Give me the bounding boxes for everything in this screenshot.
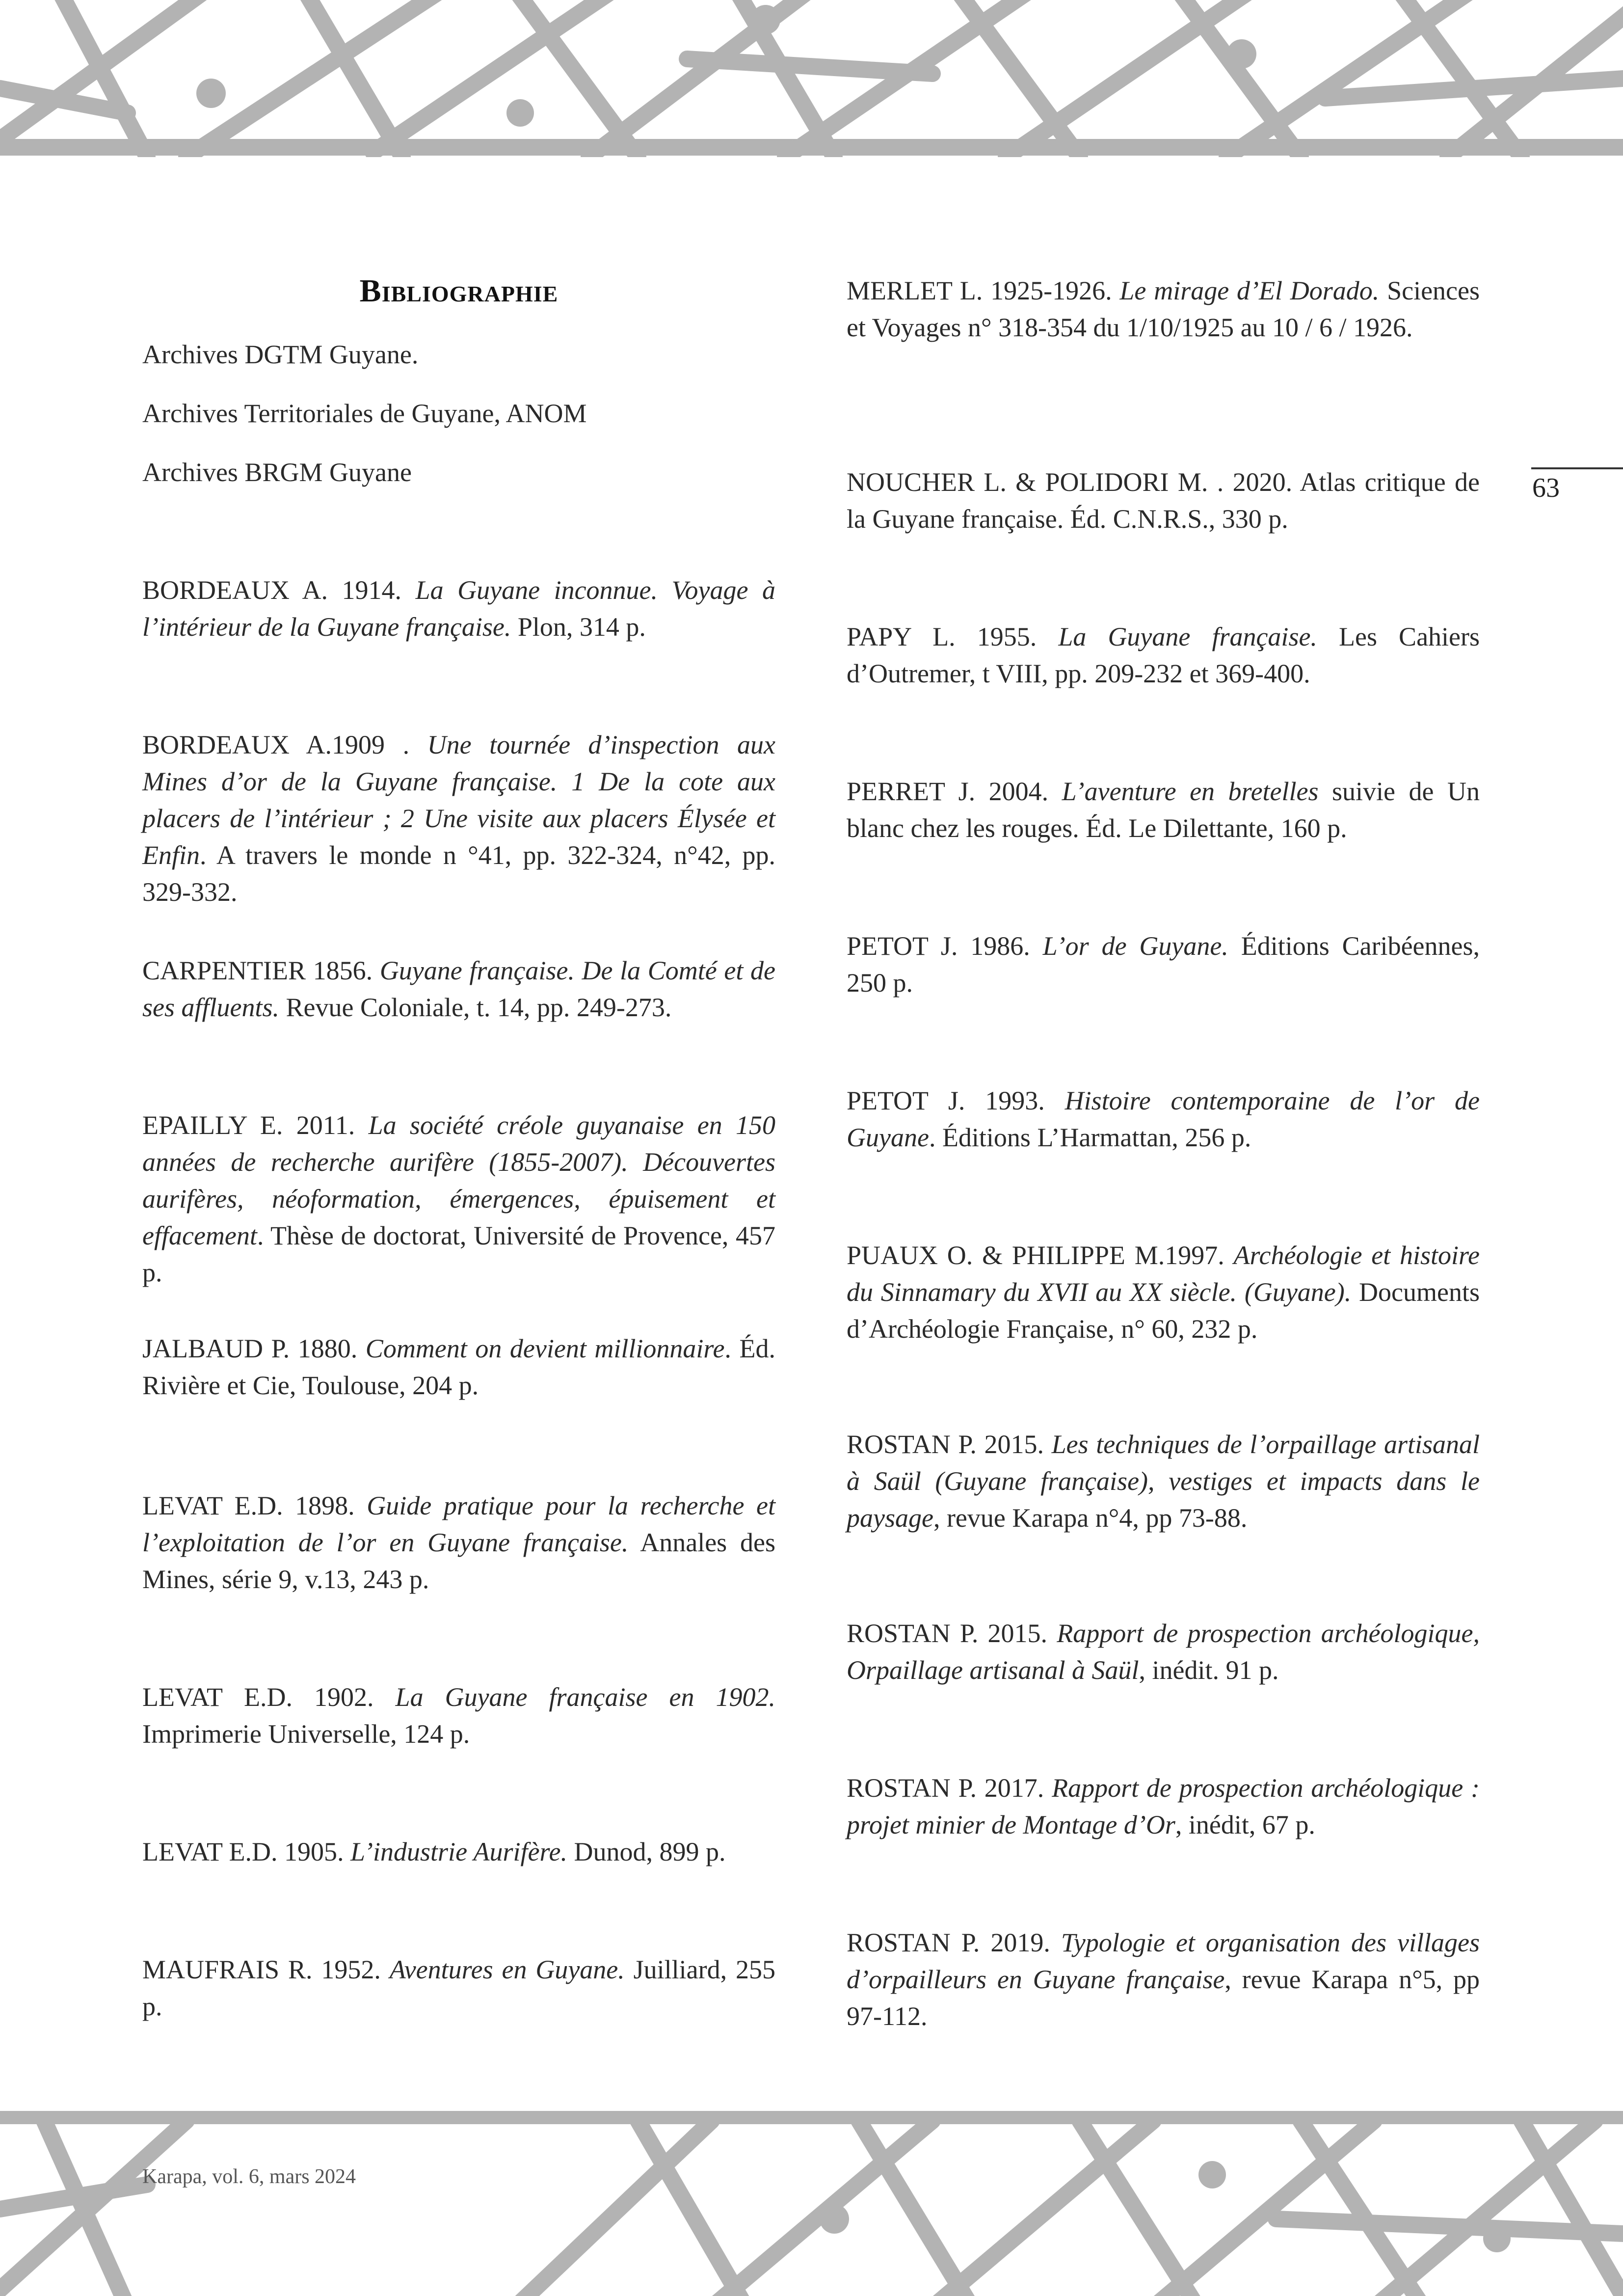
page-number-rule [1531,467,1623,469]
page-number: 63 [1532,473,1560,503]
reference-entry: EPAILLY E. 2011. La société créole guyanaise en 150 années de recherche aurifère (1855-2007). Découvertes aurifères, néoformation, émergences, épuisement et effacement. Thèse de doctorat, Université de Provence, 457 p. [142,1110,775,1287]
reference-entry: Archives Territoriales de Guyane, ANOM [142,399,587,428]
reference-entry: LEVAT E.D. 1902. La Guyane française en 1902. Imprimerie Universelle, 124 p. [142,1682,775,1749]
journal-footer: Karapa, vol. 6, mars 2024 [142,2165,356,2188]
reference-entry: PERRET J. 2004. L’aventure en bretelles suivie de Un blanc chez les rouges. Éd. Le Dilettante, 160 p. [847,777,1480,843]
woven-lattice-pattern-icon [0,2111,1623,2296]
reference-entry: CARPENTIER 1856. Guyane française. De la Comté et de ses affluents. Revue Coloniale, t. 14, pp. 249-273. [142,956,775,1022]
header-decoration [0,0,1623,157]
reference-entry: NOUCHER L. & POLIDORI M. . 2020. Atlas critique de la Guyane française. Éd. C.N.R.S., 330 p. [847,467,1480,534]
reference-entry: PETOT J. 1993. Histoire contemporaine de l’or de Guyane. Éditions L’Harmattan, 256 p. [847,1086,1480,1152]
reference-entry: PETOT J. 1986. L’or de Guyane. Éditions Caribéennes, 250 p. [847,931,1480,998]
reference-entry: Archives DGTM Guyane. [142,340,419,369]
footer-decoration [0,2111,1623,2296]
reference-entry: ROSTAN P. 2015. Les techniques de l’orpaillage artisanal à Saül (Guyane française), vestiges et impacts dans le paysage, revue Karapa n°4, pp 73-88. [847,1430,1480,1533]
reference-entry: MERLET L. 1925-1926. Le mirage d’El Dorado. Sciences et Voyages n° 318-354 du 1/10/1925 au 10 / 6 / 1926. [847,276,1480,342]
reference-entry: ROSTAN P. 2015. Rapport de prospection archéologique, Orpaillage artisanal à Saül, inédit. 91 p. [847,1619,1480,1685]
reference-entry: JALBAUD P. 1880. Comment on devient millionnaire. Éd. Rivière et Cie, Toulouse, 204 p. [142,1334,775,1400]
woven-lattice-pattern-icon [0,0,1623,157]
reference-entry: Archives BRGM Guyane [142,458,412,487]
reference-entry: ROSTAN P. 2019. Typologie et organisation des villages d’orpailleurs en Guyane française, revue Karapa n°5, pp 97-112. [847,1928,1480,2031]
reference-entry: ROSTAN P. 2017. Rapport de prospection archéologique : projet minier de Montage d’Or, inédit, 67 p. [847,1773,1480,1839]
reference-entry: MAUFRAIS R. 1952. Aventures en Guyane. Juilliard, 255 p. [142,1955,775,2021]
reference-entry: LEVAT E.D. 1898. Guide pratique pour la recherche et l’exploitation de l’or en Guyane française. Annales des Mines, série 9, v.13, 243 p. [142,1491,776,1594]
reference-entry: BORDEAUX A. 1914. La Guyane inconnue. Voyage à l’intérieur de la Guyane française. Plon, 314 p. [142,575,775,642]
reference-entry: LEVAT E.D. 1905. L’industrie Aurifère. Dunod, 899 p. [142,1837,726,1866]
reference-entry: PUAUX O. & PHILIPPE M.1997. Archéologie et histoire du Sinnamary du XVII au XX siècle. (Guyane). Documents d’Archéologie Française, n° 60, 232 p. [847,1241,1480,1344]
reference-entry: PAPY L. 1955. La Guyane française. Les Cahiers d’Outremer, t VIII, pp. 209-232 et 369-400. [847,622,1480,688]
bibliography-heading: Bibliographie [359,273,559,309]
reference-entry: BORDEAUX A.1909 . Une tournée d’inspection aux Mines d’or de la Guyane française. 1 De la cote aux placers de l’intérieur ; 2 Une visite aux placers Élysée et Enfin. A travers le monde n °41, pp. 322-324, n°42, pp. 329-332. [142,730,775,907]
